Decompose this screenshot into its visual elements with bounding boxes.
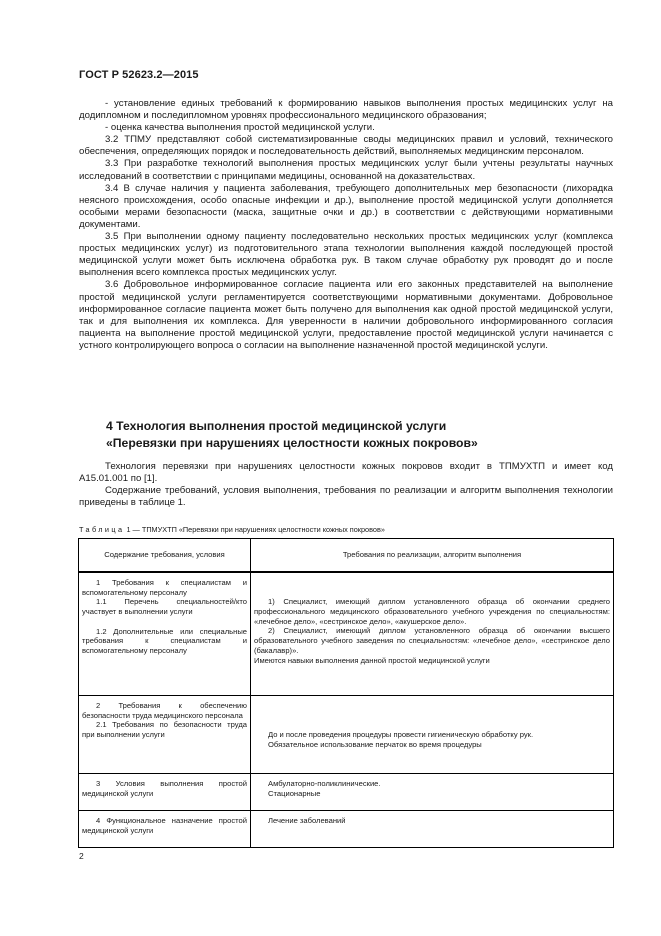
section-heading-line2: «Перевязки при нарушениях целостности кожных покровов» <box>106 436 478 450</box>
table-caption <box>79 525 385 535</box>
cell-text: Обязательное использование перчаток во время процедуры <box>268 739 482 749</box>
paragraph: Технология перевязки при нарушениях целостности кожных покровов входит в ТПМУХТП и имеет код А15.01.001 по [1]. <box>79 461 613 485</box>
cell-text: Лечение заболеваний <box>268 816 346 825</box>
table-cell-implementation <box>251 774 614 811</box>
section-heading-line1: 4 Технология выполнения простой медицинской услуги <box>106 419 447 433</box>
cell-text: 1 Требования к специалистам и вспомогательному персоналу <box>82 578 247 597</box>
cell-text: 1) Специалист, имеющий диплом установленного образца об окончании среднего профессионального медицинского образовательного учебного учреждения по специальностям: «лечебное дело», «сестринское дело», «акушерское дело». <box>254 597 610 626</box>
table-header-row <box>79 539 614 573</box>
requirements-table <box>78 538 614 848</box>
paragraph: - оценка качества выполнения простой медицинской услуги. <box>105 122 375 134</box>
cell-text: Имеются навыки выполнения данной простой медицинской услуги <box>254 655 490 665</box>
cell-text: 2) Специалист, имеющий диплом установленного образца об окончании высшего образовательного учебного заведения по специальностям: «лечебное дело», «сестринское дело (бакалавр)». <box>254 626 610 655</box>
body-text <box>79 98 613 352</box>
table-cell-implementation <box>251 572 614 696</box>
table-cell-implementation <box>251 811 614 848</box>
cell-text: 2 Требования к обеспечению безопасности труда медицинского персонала <box>82 701 247 720</box>
table-cell-requirement <box>79 696 251 774</box>
paragraph-3-4: 3.4 В случае наличия у пациента заболевания, требующего дополнительных мер безопасности (лихорадка неясного происхождения, особо опасные инфекции и др.), выполнение простой медицинской услуги дополняется особыми мерами безопасности (маска, защитные очки и др.) в соответствии с действующими нормативными документами. <box>79 182 613 230</box>
column-header: Содержание требования, условия <box>79 539 251 573</box>
cell-text: 4 Функциональное назначение простой медицинской услуги <box>82 816 247 835</box>
cell-text: 2.1 Требования по безопасности труда при выполнении услуги <box>82 720 247 740</box>
section-heading <box>106 418 606 452</box>
table-row <box>79 572 614 696</box>
cell-text: Амбулаторно-поликлинические. <box>268 779 381 788</box>
table-cell-requirement <box>79 774 251 811</box>
column-header: Требования по реализации, алгоритм выполнения <box>251 539 614 573</box>
section-intro <box>79 461 613 509</box>
table-caption-text: 1 — ТПМУХТП «Перевязки при нарушениях целостности кожных покровов» <box>124 525 385 534</box>
table-cell-requirement <box>79 811 251 848</box>
cell-text: 3 Условия выполнения простой медицинской услуги <box>82 779 247 798</box>
table-row <box>79 696 614 774</box>
cell-text: До и после проведения процедуры провести гигиеническую обработку рук. <box>268 730 534 740</box>
cell-text: 1.1 Перечень специальностей/кто участвует в выполнении услуги <box>82 597 247 617</box>
paragraph-3-6: 3.6 Добровольное информированное согласие пациента или его законных представителей на выполнение простой медицинской услуги регламентируется соответствующими нормативными документами. Добровольное информированное согласие пациента может быть получено для выполнения как одной простой медицинской услуги, так и для выполнения их комплекса. Для уверенности в наличии добровольного информированного согласия пациента на выполнение простой медицинской услуги, предоставление простой медицинской услуги начинается с устного контролирующего вопроса о согласии на выполнение назначенной простой медицинской услуги. <box>79 279 613 351</box>
paragraph-3-2: 3.2 ТПМУ представляют собой систематизированные своды медицинских правил и условий, технического обеспечения, определяющих порядок и последовательность действий, выполняемых медицинским персоналом. <box>79 134 613 158</box>
document-standard-id: ГОСТ Р 52623.2—2015 <box>79 69 199 81</box>
page-number: 2 <box>79 851 84 861</box>
table-row <box>79 811 614 848</box>
paragraph-3-3: 3.3 При разработке технологий выполнения простых медицинских услуг были учтены результаты научных исследований в соответствии с принципами медицины, основанной на доказательствах. <box>79 158 613 182</box>
table-cell-implementation <box>251 696 614 774</box>
paragraph: - установление единых требований к формированию навыков выполнения простых медицинских услуг на додипломном и последипломном уровнях профессионального медицинского образования; <box>79 98 613 122</box>
table-caption-label: Таблица <box>79 525 125 534</box>
paragraph: Содержание требований, условия выполнения, требования по реализации и алгоритм выполнения технологии приведены в таблице 1. <box>79 485 613 509</box>
paragraph-3-5: 3.5 При выполнении одному пациенту последовательно нескольких простых медицинских услуг (комплекса простых медицинских услуг) из подготовительного этапа технологии выполнения каждой последующей простой медицинской услуги может быть исключена обработка рук. В таком случае обработку рук проводят до и после выполнения всего комплекса простых медицинских услуг. <box>79 231 613 279</box>
cell-text: 1.2 Дополнительные или специальные требования к специалистам и вспомогательному персоналу <box>82 626 247 655</box>
table-row <box>79 774 614 811</box>
cell-text: Стационарные <box>268 788 321 798</box>
table-cell-requirement <box>79 572 251 696</box>
